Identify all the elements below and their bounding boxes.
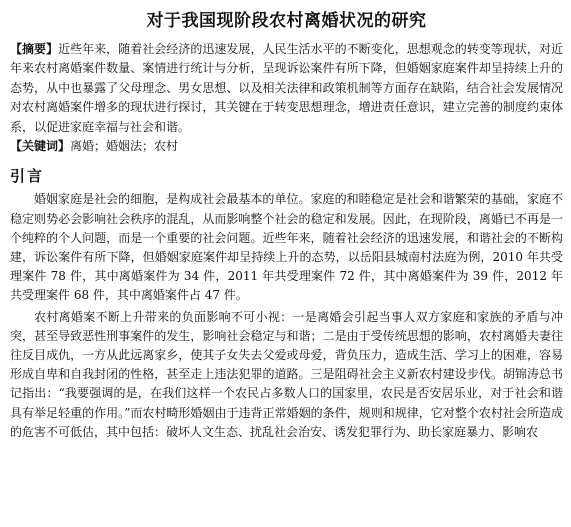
keywords-text: 离婚；婚姻法；农村 [70, 139, 179, 154]
keywords [10, 137, 563, 156]
section-heading-introduction: 引言 [10, 167, 45, 186]
keywords-label: 【关键词】 [10, 139, 71, 154]
body-paragraph: 农村离婚案不断上升带来的负面影响不可小视：一是离婚会引起当事人双方家庭和家族的矛盾与冲突，甚至导致恶性刑事案件的发生，影响社会稳定与和谐；二是由于受传统思想的影响，农村离婚夫妻往往反目成仇，一方从此远离家乡，使其子女失去父爱或母爱，背负压力，造成生活、学习上的困难，容易形成自卑和自我封闭的性格，甚至走上违法犯罪的道路。三是阻碍社会主义新农村建设步伐。胡锦涛总书记指出：“我要强调的是，在我们这样一个农民占多数人口的国家里，农民是否安居乐业，对于社会和谐具有举足轻重的作用。”而农村畸形婚姻由于违背正常婚姻的条件，规则和规律，它对整个农村社会所造成的危害不可低估，其中包括：破坏人文生态、扰乱社会治安、诱发犯罪行为、助长家庭暴力、影响农 [10, 309, 563, 439]
abstract-label: 【摘要】 [10, 42, 59, 56]
abstract-text: 近些年来，随着社会经济的迅速发展，人民生活水平的不断变化，思想观念的转变等现状，对近年来农村离婚案件数量、案情进行统计与分析，呈现诉讼案件有所下降，但婚姻家庭案件却呈持续上升的态势，从中也暴露了父母理念、男女思想、以及相关法律和政策机制等方面存在缺陷，结合社会发展情况对农村离婚案件增多的现状进行探讨，其关键在于转变思想理念，增进责任意识，建立完善的制度约束体系，以促进家庭幸福与社会和谐。 [10, 42, 563, 134]
body-paragraph: 婚姻家庭是社会的细胞，是构成社会最基本的单位。家庭的和睦稳定是社会和谐繁荣的基础，家庭不稳定则势必会影响社会秩序的混乱，从而影响整个社会的稳定和发展。因此，在现阶段，离婚已不再是一个纯粹的个人问题，而是一个重要的社会问题。近些年来，随着社会经济的迅速发展，和谐社会的不断构建，诉讼案件有所下降，但婚姻家庭案件却呈持续上升的态势，以岳阳县城南村法庭为例，2010 年共受理案件 78 件，其中离婚案件为 34 件，2011 年共受理案件 72 件，其中离婚案件为 39 件，2012 年共受理案件 68 件，其中离婚案件占 47 件。 [10, 192, 563, 303]
document-title: 对于我国现阶段农村离婚状况的研究 [146, 11, 427, 31]
abstract [10, 40, 563, 137]
